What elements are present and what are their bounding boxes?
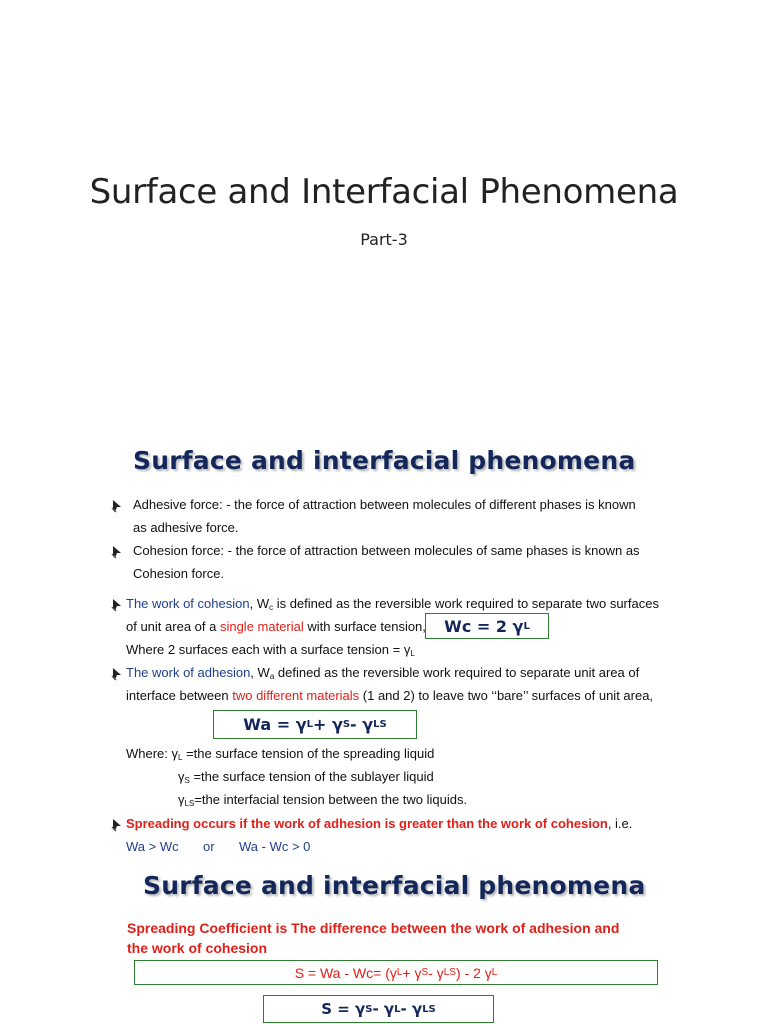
arrow-bullet-icon (110, 545, 124, 559)
spreading-line1 (126, 814, 632, 834)
slide-subtitle: Part-3 (360, 230, 408, 249)
eq1-d: - γ (428, 964, 444, 981)
wa-formula-c: - γ (350, 715, 374, 734)
wc-formula-box (425, 613, 549, 639)
eq1-b: = (γ (373, 964, 397, 981)
wa-formula-a-sub: L (306, 719, 313, 730)
wa-formula-c-sub: LS (373, 719, 387, 730)
wa-formula-b: + γ (312, 715, 343, 734)
eq1-e: ) - 2 γ (455, 964, 492, 981)
surface-tension-note-sub: L (410, 649, 415, 658)
single-material-text: single material (219, 619, 304, 634)
eq2-b-sub: L (394, 1003, 401, 1015)
where-line1-rest: =the surface tension of the spreading liquid (182, 746, 435, 761)
work-cohesion-line3 (126, 640, 415, 664)
adhesive-line2: as adhesive force. (133, 520, 239, 535)
spreading-coefficient-def-line2: the work of cohesion (127, 940, 268, 956)
work-cohesion-line2-b: with surface tension, (303, 619, 426, 634)
wa-formula-b-sub: S (342, 719, 351, 730)
wc-formula-sub: L (523, 620, 530, 632)
cohesion-line2: Cohesion force. (133, 566, 225, 581)
where-gamma-l: Where: γ (126, 746, 179, 761)
eq1-b-sub: L (396, 967, 403, 978)
where-line1 (126, 744, 434, 768)
inequality-2: Wa - Wc > 0 (239, 839, 311, 854)
arrow-bullet-icon (110, 818, 124, 832)
eq2-c-sub: LS (422, 1003, 436, 1015)
eq1-c: + γ (402, 964, 422, 981)
spreading-coefficient-box (263, 995, 494, 1023)
spreading-coefficient-def-line1: Spreading Coefficient is The difference between the work of adhesion and (127, 920, 620, 936)
where-gamma-ls-sub: LS (184, 799, 195, 808)
slide2-heading: Surface and interfacial phenomena (133, 446, 636, 475)
arrow-bullet-icon (110, 499, 124, 513)
work-adhesion-term: The work of adhesion (126, 665, 251, 680)
wa-formula-a: Wa = γ (243, 715, 307, 734)
wa-symbol: W (257, 665, 270, 680)
eq1-e-sub: L (491, 967, 498, 978)
inequality-or: or (203, 839, 215, 854)
spreading-condition: Spreading occurs if the work of adhesion is greater than the work of cohesion (126, 816, 608, 831)
eq1-c-sub: S (421, 967, 429, 978)
work-adhesion-line2-b: (1 and 2) to leave two ‘‘bare’’ surfaces of unit area, (359, 688, 654, 703)
cohesion-line1: Cohesion force: - the force of attraction between molecules of same phases is known as (133, 543, 640, 558)
where-line2-rest: =the surface tension of the sublayer liquid (189, 769, 434, 784)
adhesive-line1: Adhesive force: - the force of attraction between molecules of different phases is known (133, 497, 636, 512)
eq2-a-sub: S (365, 1003, 373, 1015)
work-cohesion-term: The work of cohesion (126, 596, 250, 611)
surface-tension-note: Where 2 surfaces each with a surface tension = γ (126, 642, 411, 657)
where-line2 (178, 767, 434, 791)
where-gamma-s-sub: S (184, 776, 190, 785)
where-gamma-s: γ (178, 769, 185, 784)
work-adhesion-line1: The work of adhesion, $W_a$ defined as the reversible work required to separate unit area of (126, 665, 640, 681)
work-cohesion-line2-a: of unit area of a (126, 619, 220, 634)
eq1-a: S = Wa - Wc (294, 964, 374, 981)
work-adhesion-line2 (126, 686, 653, 706)
wc-formula: Wc = 2 γ (444, 616, 524, 636)
work-cohesion-rest: is defined as the reversible work required to separate two surfaces (273, 596, 659, 611)
work-cohesion-line2 (126, 617, 426, 637)
wc-symbol: W (256, 596, 270, 611)
where-line3 (178, 790, 467, 814)
eq2-a: S = γ (321, 1000, 366, 1018)
spreading-ie: , i.e. (607, 816, 633, 831)
wa-symbol-sub: a (269, 672, 275, 681)
where-line3-rest: =the interfacial tension between the two liquids. (194, 792, 468, 807)
slide3-heading: Surface and interfacial phenomena (143, 871, 646, 900)
arrow-bullet-icon (110, 667, 124, 681)
eq1-d-sub: LS (443, 967, 456, 978)
work-cohesion-line1: The work of cohesion, $W_c$ is defined as the reversible work required to separate two surfaces (126, 596, 659, 612)
slide-title: Surface and Interfacial Phenomena (89, 172, 679, 212)
inequality-1: Wa > Wc (126, 839, 179, 854)
spreading-equation-box (134, 960, 658, 985)
two-materials-text: two different materials (232, 688, 360, 703)
where-gamma-ls: γ (178, 792, 185, 807)
work-adhesion-rest: defined as the reversible work required to separate unit area of (274, 665, 640, 680)
wc-symbol-sub: c (269, 603, 274, 612)
where-gamma-l-sub: L (178, 753, 183, 762)
eq2-c: - γ (400, 1000, 423, 1018)
arrow-bullet-icon (110, 598, 124, 612)
work-adhesion-line2-a: interface between (126, 688, 233, 703)
wa-formula-box (213, 710, 417, 739)
eq2-b: - γ (372, 1000, 395, 1018)
